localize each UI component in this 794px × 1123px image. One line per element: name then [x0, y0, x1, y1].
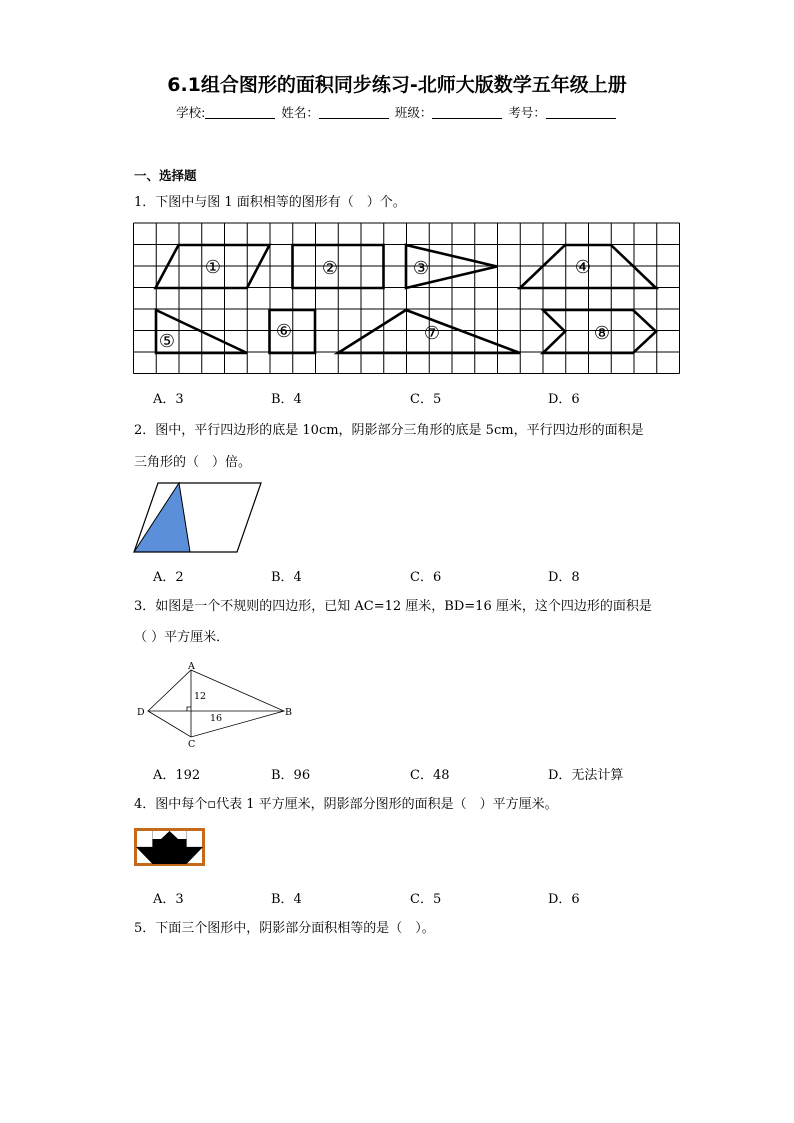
q2-option-d[interactable]: D．8 [548, 570, 580, 585]
q3-option-a[interactable]: A．192 [153, 768, 201, 783]
q3-option-d[interactable]: D．无法计算 [548, 768, 624, 783]
question-4-text: 4．图中每个▫代表 1 平方厘米，阴影部分图形的面积是（ ）平方厘米。 [134, 797, 558, 812]
section-heading: 一、选择题 [134, 168, 197, 183]
q2-option-a[interactable]: A．2 [153, 570, 184, 585]
q3-option-c[interactable]: C．48 [410, 768, 450, 783]
name-label: 姓名： [281, 105, 319, 120]
ac-length: 12 [194, 691, 207, 702]
q1-option-d[interactable]: D．6 [548, 392, 580, 407]
right-angle-mark [187, 707, 191, 711]
q2-option-b[interactable]: B．4 [271, 570, 302, 585]
q1-option-c[interactable]: C．5 [410, 392, 442, 407]
question-2-text-line1: 2．图中，平行四边形的底是 10cm，阴影部分三角形的底是 5cm，平行四边形的面积是 [134, 423, 644, 438]
q2-option-c[interactable]: C．6 [410, 570, 442, 585]
name-blank[interactable] [319, 106, 389, 119]
label-2: ② [321, 258, 339, 279]
class-label: 班级： [394, 105, 433, 120]
question-3-text-line1: 3．如图是一个不规则的四边形，已知 AC=12 厘米，BD=16 厘米，这个四边形的面积是 [134, 599, 652, 614]
question-2-text-line2: 三角形的（ ）倍。 [134, 455, 252, 470]
student-info-line [0, 103, 794, 121]
question-3-text-line2: （ ）平方厘米． [134, 630, 230, 645]
label-6: ⑥ [275, 321, 293, 342]
point-c: C [188, 739, 196, 750]
shaded-boat-shape [136, 831, 203, 864]
exam-no-blank[interactable] [546, 106, 616, 119]
exam-no-label: 考号： [508, 105, 546, 120]
shaded-triangle [134, 483, 190, 552]
class-blank[interactable] [432, 106, 502, 119]
q4-option-c[interactable]: C．5 [410, 892, 442, 907]
school-blank[interactable] [205, 106, 275, 119]
question-1-grid-figure [133, 222, 684, 374]
question-5-text: 5．下面三个图形中，阴影部分面积相等的是（ ）。 [134, 921, 435, 936]
point-a: A [188, 661, 195, 672]
point-b: B [285, 707, 292, 718]
q4-option-d[interactable]: D．6 [548, 892, 580, 907]
question-2-figure [132, 480, 264, 555]
question-3-figure [132, 661, 297, 751]
label-4: ④ [574, 257, 592, 278]
q4-option-b[interactable]: B．4 [271, 892, 302, 907]
question-1-text: 1．下图中与图 1 面积相等的图形有（ ）个。 [134, 195, 406, 210]
q1-option-a[interactable]: A．3 [153, 392, 184, 407]
label-8: ⑧ [593, 323, 611, 344]
question-4-figure [134, 828, 206, 868]
q4-option-a[interactable]: A．3 [153, 892, 184, 907]
point-d: D [137, 707, 145, 718]
label-7: ⑦ [423, 323, 441, 344]
q3-option-b[interactable]: B．96 [271, 768, 311, 783]
bd-length: 16 [210, 713, 223, 724]
school-label: 学校: [176, 105, 206, 120]
q1-option-b[interactable]: B．4 [271, 392, 302, 407]
quadrilateral [148, 670, 284, 737]
label-1: ① [204, 257, 222, 278]
label-5: ⑤ [158, 331, 176, 352]
page-title: 6.1组合图形的面积同步练习-北师大版数学五年级上册 [167, 74, 627, 96]
label-3: ③ [412, 258, 430, 279]
